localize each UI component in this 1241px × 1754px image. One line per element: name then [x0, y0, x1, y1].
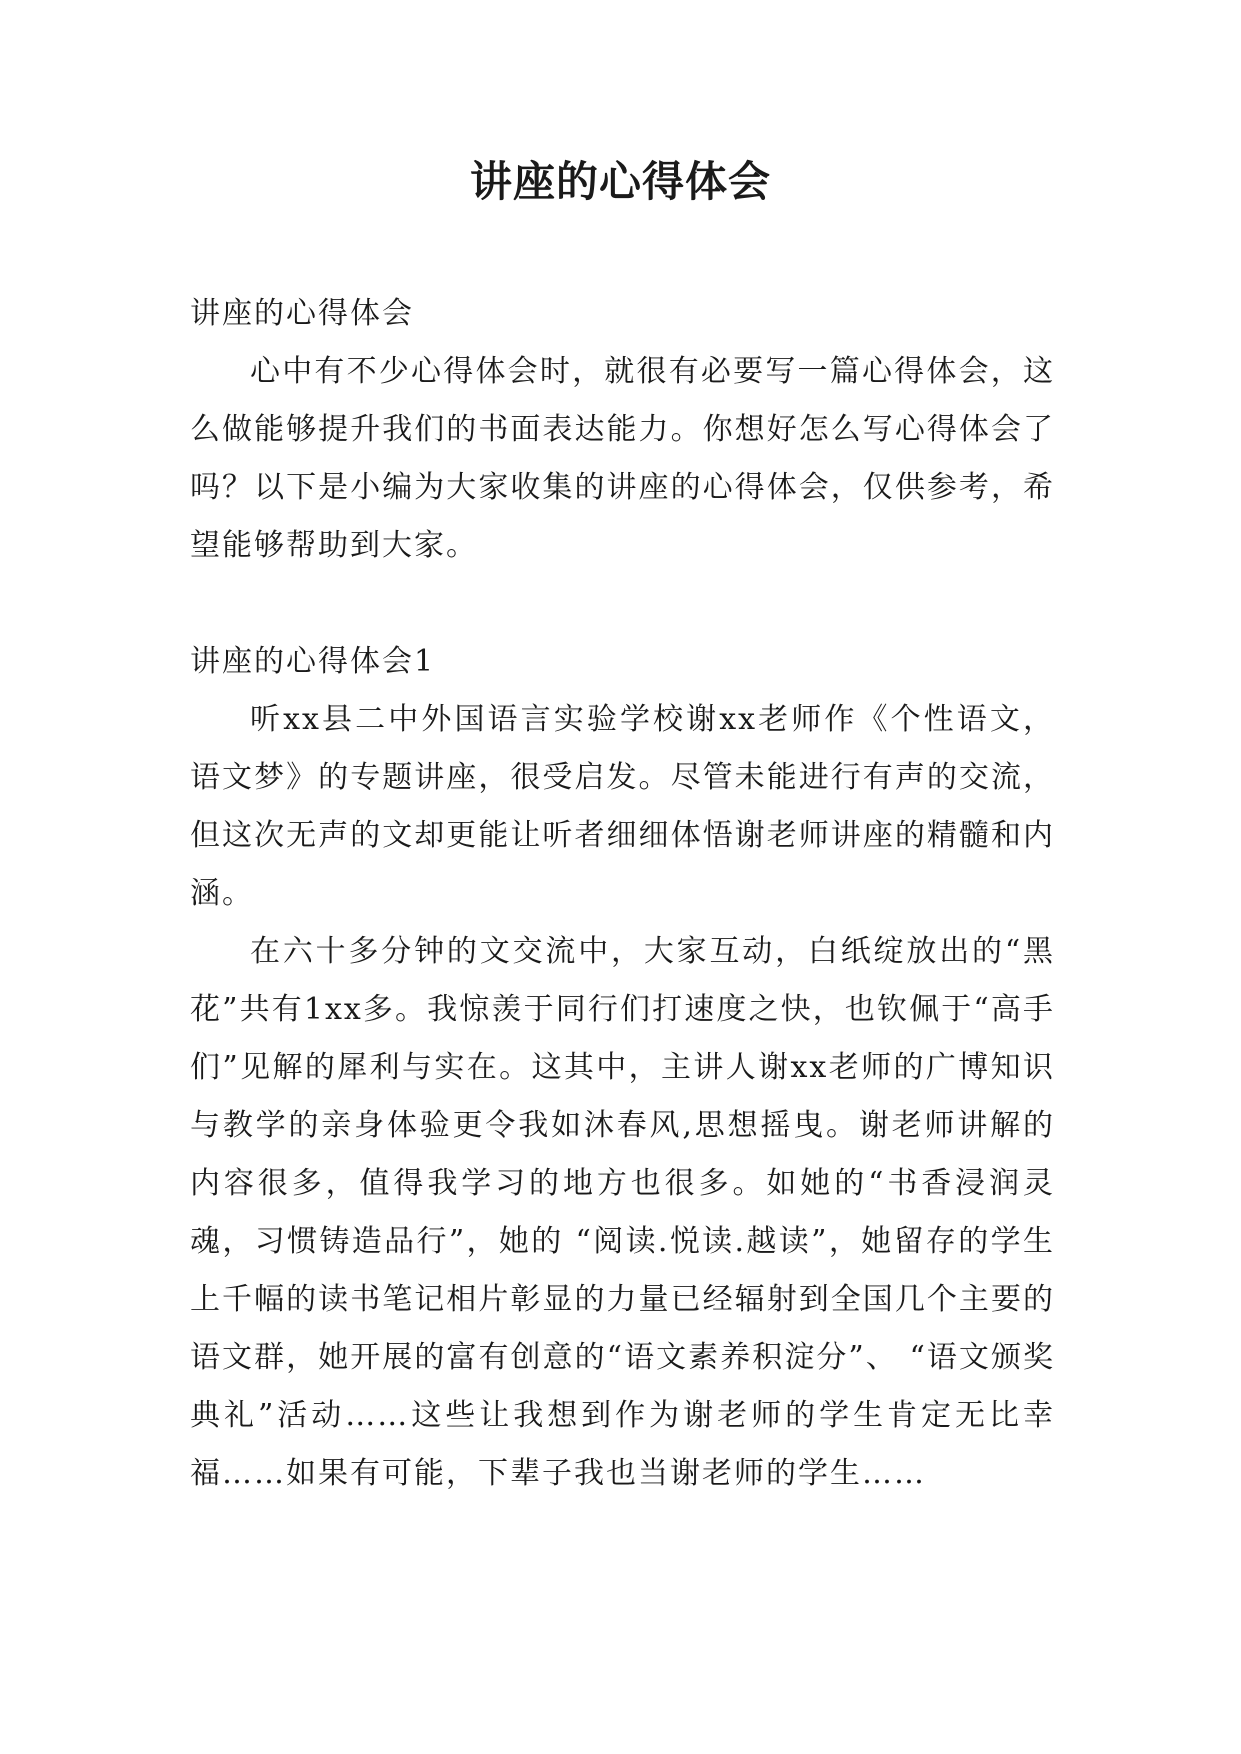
- section-1-paragraph-1: 听xx县二中外国语言实验学校谢xx老师作《个性语文，语文梦》的专题讲座，很受启发。尽管未能进行有声的交流，但这次无声的文却更能让听者细细体悟谢老师讲座的精髓和内涵。: [190, 702, 1055, 911]
- document-body: [190, 285, 1055, 1503]
- document-title: 讲座的心得体会: [469, 157, 771, 206]
- section-1-heading: 讲座的心得体会1: [190, 644, 436, 679]
- intro-paragraph: 心中有不少心得体会时，就很有必要写一篇心得体会，这么做能够提升我们的书面表达能力。你想好怎么写心得体会了吗？以下是小编为大家收集的讲座的心得体会，仅供参考，希望能够帮助到大家。: [190, 354, 1055, 563]
- intro-heading: 讲座的心得体会: [190, 296, 414, 331]
- section-spacer: [190, 575, 1055, 633]
- section-1-paragraph-2: 在六十多分钟的文交流中，大家互动，白纸绽放出的“黑花”共有1xx多。我惊羡于同行们打速度之快，也钦佩于“高手们”见解的犀利与实在。这其中，主讲人谢xx老师的广博知识与教学的亲身体验更令我如沐春风,思想摇曳。谢老师讲解的内容很多，值得我学习的地方也很多。如她的“书香浸润灵魂，习惯铸造品行”，她的 “阅读.悦读.越读”，她留存的学生上千幅的读书笔记相片彰显的力量已经辐射到全国几个主要的语文群，她开展的富有创意的“语文素养积淀分”、 “语文颁奖典礼”活动……这些让我想到作为谢老师的学生肯定无比幸福……如果有可能，下辈子我也当谢老师的学生……: [190, 934, 1055, 1491]
